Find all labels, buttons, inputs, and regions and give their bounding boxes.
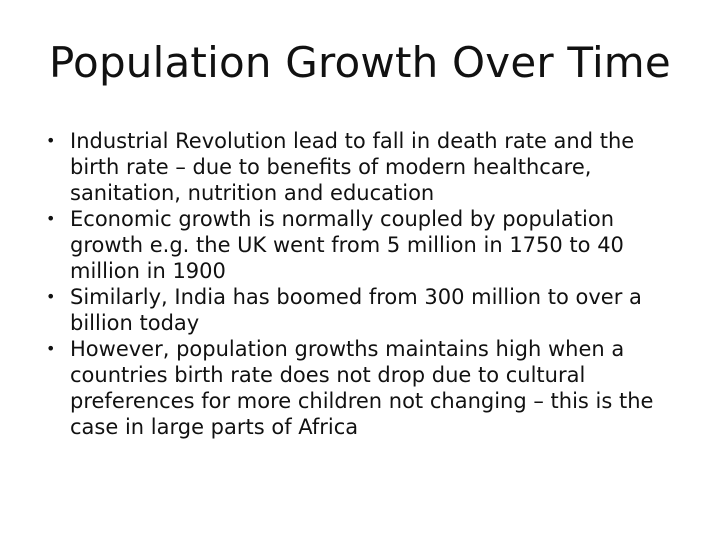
bullet-list — [46, 128, 686, 440]
bullet-text-3: Similarly, India has boomed from 300 million to over a billion today — [70, 285, 642, 335]
bullet-text-1: Industrial Revolution lead to fall in death rate and the birth rate – due to benefits of modern healthcare, sanitation, nutrition and education — [70, 129, 635, 205]
bullet-point-icon: • — [46, 209, 56, 228]
bullet-text-4: However, population growths maintains high when a countries birth rate does not drop due to cultural preferences for more children not changing – this is the case in large parts of Africa — [70, 337, 654, 439]
slide-title: Population Growth Over Time — [49, 38, 671, 87]
bullet-item-2 — [46, 206, 686, 284]
bullet-point-icon: • — [46, 131, 56, 150]
bullet-item-4 — [46, 336, 686, 440]
bullet-point-icon: • — [46, 339, 56, 358]
bullet-text-2: Economic growth is normally coupled by population growth e.g. the UK went from 5 million in 1750 to 40 million in 1900 — [70, 207, 624, 283]
bullet-item-3 — [46, 284, 686, 336]
bullet-item-1 — [46, 128, 686, 206]
bullet-point-icon: • — [46, 287, 56, 306]
